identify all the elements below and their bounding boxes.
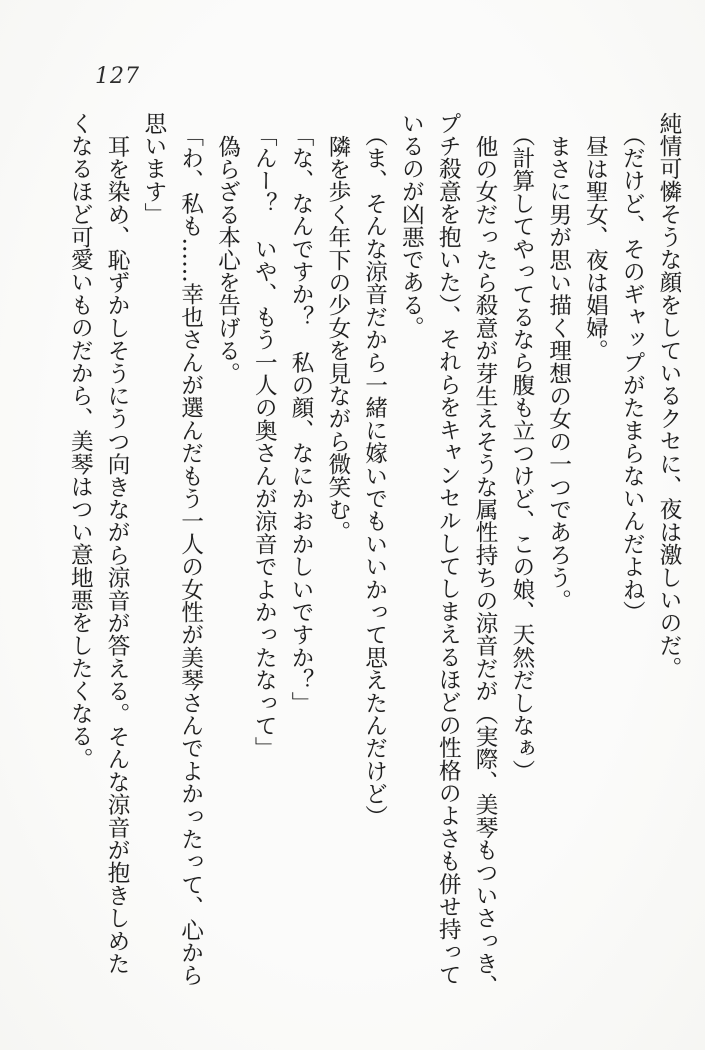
text-column: 「な、なんですか？ 私の顔、なにかおかしいですか？」 — [288, 124, 315, 715]
text-column: くなるほど可愛いものだから、美琴はつい意地悪をしたくなる。 — [67, 112, 94, 771]
page-number: 127 — [95, 64, 140, 89]
text-column: 偽らざる本心を告げる。 — [214, 135, 241, 385]
text-column: いるのが凶悪である。 — [398, 112, 425, 339]
text-column: まさに男が思い描く理想の女の一つであろう。 — [545, 135, 572, 612]
text-column: プチ殺意を抱いた）、それらをキャンセルしてしまえるほどの性格のよさも併せ持って — [435, 112, 462, 987]
text-column: （だけど、そのギャップがたまらないんだよね） — [619, 124, 646, 624]
text-column: 耳を染め、恥ずかしそうにうつ向きながら涼音が答える。そんな涼音が抱きしめた — [104, 135, 131, 975]
text-block — [61, 112, 687, 1042]
text-column: （ま、そんな涼音だから一緒に嫁いでもいいかって思えたんだけど） — [361, 124, 388, 828]
text-column: 「わ、私も……幸也さんが選んだもう一人の女性が美琴さんでよかったって、心から — [177, 124, 204, 987]
text-column: 思います」 — [140, 112, 167, 226]
text-column: 「んー？ いや、もう一人の奥さんが涼音でよかったなって」 — [251, 124, 278, 760]
text-column: （計算してやってるなら腹も立つけど、この娘、天然だしなぁ） — [508, 124, 535, 783]
text-column: 昼は聖女、夜は娼婦。 — [582, 135, 609, 362]
text-column: 純情可憐そうな顔をしているクセに、夜は激しいのだ。 — [656, 112, 682, 680]
text-column: 他の女だったら殺意が芽生えそうな属性持ちの涼音だが（実際、美琴もついさっき、 — [472, 135, 499, 998]
text-column: 隣を歩く年下の少女を見ながら微笑む。 — [324, 135, 351, 544]
